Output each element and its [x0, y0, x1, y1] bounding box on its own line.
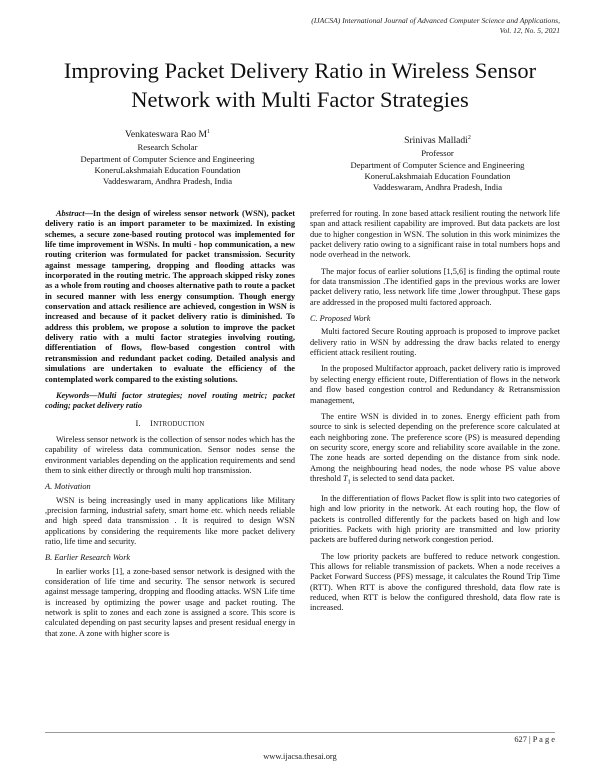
section-heading-initial: I	[150, 417, 154, 428]
author-1-name-line	[45, 127, 290, 140]
author-2-dept: Department of Computer Science and Engineering	[350, 159, 525, 170]
section-number: I.	[135, 417, 141, 428]
author-1-dept: Department of Computer Science and Engineering	[80, 153, 255, 164]
proposed-paragraph-2: In the proposed Multifactor approach, packet delivery ratio is improved by selecting energy efficient route, Differentiation of flows in the network and flow based congestion control and Redundancy & Retransmission management,	[310, 364, 560, 405]
proposed-paragraph-1: Multi factored Secure Routing approach is proposed to improve packet delivery ratio in WSN by addressing the draw backs related to energy efficient attack resilient routing.	[310, 327, 560, 358]
author-1-name: Venkateswara Rao M	[124, 129, 208, 141]
author-1-block	[45, 127, 290, 187]
subsection-motivation: A. Motivation	[45, 482, 91, 492]
journal-volume: Vol. 12, No. 5, 2021	[499, 26, 560, 35]
threshold-symbol: T	[342, 473, 348, 483]
proposed-paragraph-3	[310, 412, 560, 488]
section-heading-rest: NTRODUCTION	[153, 420, 205, 428]
keywords-label: Keywords	[56, 390, 90, 400]
author-2-sup: 2	[467, 135, 471, 141]
keywords-text: —Multi factor strategies; novel routing metric; packet coding; packet delivery ratio	[45, 390, 295, 411]
author-1-place: Vaddeswaram, Andhra Pradesh, India	[102, 176, 233, 186]
author-2-place: Vaddeswaram, Andhra Pradesh, India	[372, 182, 503, 192]
abstract-text: —In the design of wireless sensor network (WSN), packet delivery ratio is an import parameter to be maximized. In existing schemes, a secure zone-based routing protocol was implemented for life time improvement in WSNs. In multi - hop communication, a new routing criterion was formulated for packet transmission. Security against message tampering, dropping and flooding attacks was incorporated in the routing metric. The approach skipped risky zones as a whole from routing and chooses alternative path to route a packet in secured manner with less energy consumption. Though energy conservation and attack resilience are achieved, congestion in WSN is increased and because of it packet delivery ratio is diminished. To address this problem, we propose a solution to improve the packet delivery ratio with a multi factor strategies involving routing, differentiation of flows, flow-based congestion control with retransmission and redundant packet coding. Detailed analysis and simulations are undertaken to evaluate the efficiency of the contemplated work compared to the existing solutions.	[45, 209, 295, 384]
author-1-org: KoneruLakshmaiah Education Foundation	[94, 164, 241, 175]
motivation-paragraph: WSN is being increasingly used in many applications like Military ,precision farming, industrial safety, smart home etc. which needs reliable and high speed data transmission . It is required to design WSN applications by considering the requirements like more packet delivery ratio, life time and security.	[45, 495, 295, 546]
journal-website: www.ijacsa.thesai.org	[263, 752, 337, 761]
abstract	[45, 209, 295, 385]
author-2-block	[315, 133, 560, 193]
right-column	[310, 209, 560, 620]
title-line-1: Improving Packet Delivery Ratio in Wireless Sensor	[63, 58, 537, 83]
proposed-paragraph-3-end: is selected to send data packet.	[350, 473, 455, 483]
author-2-role: Professor	[421, 148, 454, 159]
proposed-paragraph-5: The low priority packets are buffered to reduce network congestion. This allows for reliable transmission of packets. When a node receives a Packet Forward Success (PFS) message, it calculates the Round Trip Time (RTT). When RTT is above the configured threshold, data flow rate is reduced, when RTT is below the configured threshold, data flow rate is increased.	[310, 551, 560, 613]
subsection-proposed-work: C. Proposed Work	[310, 314, 371, 324]
subsection-earlier-work: B. Earlier Research Work	[45, 553, 131, 563]
section-heading-introduction	[45, 418, 295, 430]
proposed-paragraph-3-text: The entire WSN is divided in to zones. Energy efficient path from source to sink is selected depending on the preference score calculated at each neighboring zone. The preference score (PS) is measured depending on security score, energy score and reliability score available in the zone. The zone heads are sorted depending on the distance from sink node. Among the neighbouring head nodes, the node whose PS value above threshold	[310, 411, 560, 483]
title-line-2: Network with Multi Factor Strategies	[131, 87, 469, 112]
threshold-subscript: 1	[347, 479, 351, 486]
journal-name: (IJACSA) International Journal of Advanced Computer Science and Applications,	[311, 16, 560, 25]
earlier-work-paragraph: In earlier works [1], a zone-based sensor network is designed with the consideration of life time and security. The sensor network is secured against message tampering, dropping and flooding attacks. WSN Life time is increased by optimizing the power usage and packet routing. The network is split to zones and each zone is assigned a score. This score is calculated depending on past security lapses and present residual energy in that zone. A zone with higher score is	[45, 566, 295, 638]
author-2-org: KoneruLakshmaiah Education Foundation	[364, 170, 511, 181]
author-1-role: Research Scholar	[137, 142, 198, 153]
footer-rule	[45, 732, 555, 733]
left-column	[45, 209, 295, 645]
abstract-label: Abstract	[56, 209, 85, 218]
paper-title	[40, 56, 560, 114]
author-2-name: Srinivas Malladi	[404, 135, 468, 147]
intro-paragraph: Wireless sensor network is the collection of sensor nodes which has the capability of wireless data communication. Sensor nodes sense the environment variables depending on the application requirements and send them to sink either directly or through multi hop transmission.	[45, 434, 295, 475]
keywords	[45, 391, 295, 412]
journal-header	[230, 16, 560, 36]
proposed-paragraph-4: In the differentiation of flows Packet flow is split into two categories of high and low priority in the network. At each routing hop, the flow of packets is controlled differently for the packets based on high and low priorities. Packets with high priority are transmitted and low priority packets are buffered during network congestion period.	[310, 493, 560, 545]
page-number: 627 | P a g e	[514, 735, 555, 744]
earlier-work-paragraph-cont: preferred for routing. In zone based attack resilient routing the network life span and attack resilient capability are improved. But data packets are lost due to higher congestion in WSN. The solution in this work minimizes the packet delivery ratio owing to a significant raise in total numbers hops and node overhead in the network.	[310, 209, 560, 260]
author-1-sup: 1	[207, 129, 211, 135]
author-2-name-line	[315, 133, 560, 146]
earlier-work-paragraph-2: The major focus of earlier solutions [1,5,6] is finding the optimal route for data transmission .The identified gaps in the previous works are lower packet delivery ratio, less network life time ,lower throughput. These gaps are addressed in the proposed multi factored approach.	[310, 266, 560, 307]
